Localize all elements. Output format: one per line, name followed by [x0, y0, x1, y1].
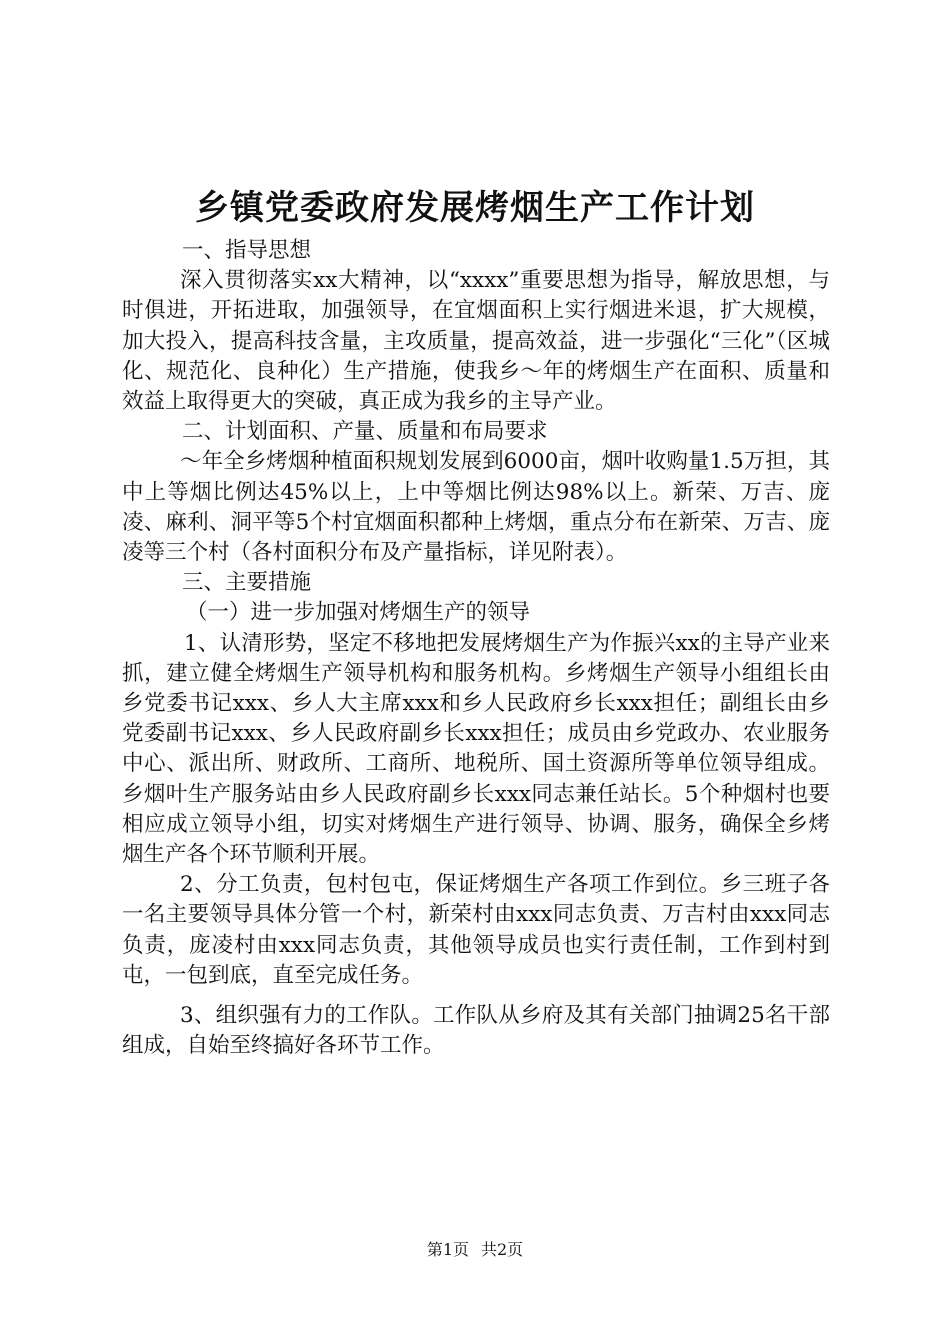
section-heading-main-measures: 三、主要措施: [182, 570, 312, 596]
page-number: 第1页: [426, 1240, 469, 1259]
paragraph-measure-2: 2、分工负责，包村包屯，保证烤烟生产各项工作到位。乡三班子各一名主要领导具体分管一个村，新荣村由xxx同志负责、万吉村由xxx同志负责，庞凌村由xxx同志负责，其他领导成员也实行责任制，工作到村到屯，一包到底，直至完成任务。: [122, 872, 830, 988]
paragraph-measure-1: 1、认清形势，坚定不移地把发展烤烟生产为作振兴xx的主导产业来抓，建立健全烤烟生产领导机构和服务机构。乡烤烟生产领导小组组长由乡党委书记xxx、乡人大主席xxx和乡人民政府乡长xxx担任；副组长由乡党委副书记xxx、乡人民政府副乡长xxx担任；成员由乡党政办、农业服务中心、派出所、财政所、工商所、地税所、国土资源所等单位领导组成。乡烟叶生产服务站由乡人民政府副乡长xxx同志兼任站长。5个种烟村也要相应成立领导小组，切实对烤烟生产进行领导、协调、服务，确保全乡烤烟生产各个环节顺利开展。: [122, 630, 830, 868]
page-footer: [0, 1240, 950, 1260]
paragraph-guiding-ideology: 深入贯彻落实xx大精神，以“xxxx”重要思想为指导，解放思想，与时俱进，开拓进取，加强领导，在宜烟面积上实行烟进米退，扩大规模，加大投入，提高科技含量，主攻质量，提高效益，进一步强化“三化”（区城化、规范化、良种化）生产措施，使我乡～年的烤烟生产在面积、质量和效益上取得更大的突破，真正成为我乡的主导产业。: [122, 268, 830, 415]
paragraph-measure-3: 3、组织强有力的工作队。工作队从乡府及其有关部门抽调25名干部组成，自始至终搞好各环节工作。: [122, 1003, 830, 1059]
paragraph-plan-requirements: ～年全乡烤烟种植面积规划发展到6000亩，烟叶收购量1.5万担，其中上等烟比例达45%以上，上中等烟比例达98%以上。新荣、万吉、庞凌、麻利、洞平等5个村宜烟面积都种上烤烟，重点分布在新荣、万吉、庞凌等三个村（各村面积分布及产量指标，详见附表）。: [122, 449, 830, 566]
document-body: [122, 236, 830, 1061]
section-heading-plan-requirements: 二、计划面积、产量、质量和布局要求: [182, 419, 548, 445]
section-heading-guiding-ideology: 一、指导思想: [182, 238, 312, 263]
page-title: 乡镇党委政府发展烤烟生产工作计划: [195, 188, 755, 228]
subsection-heading-leadership: （一）进一步加强对烤烟生产的领导: [186, 600, 531, 626]
page-total: 共2页: [481, 1240, 524, 1259]
